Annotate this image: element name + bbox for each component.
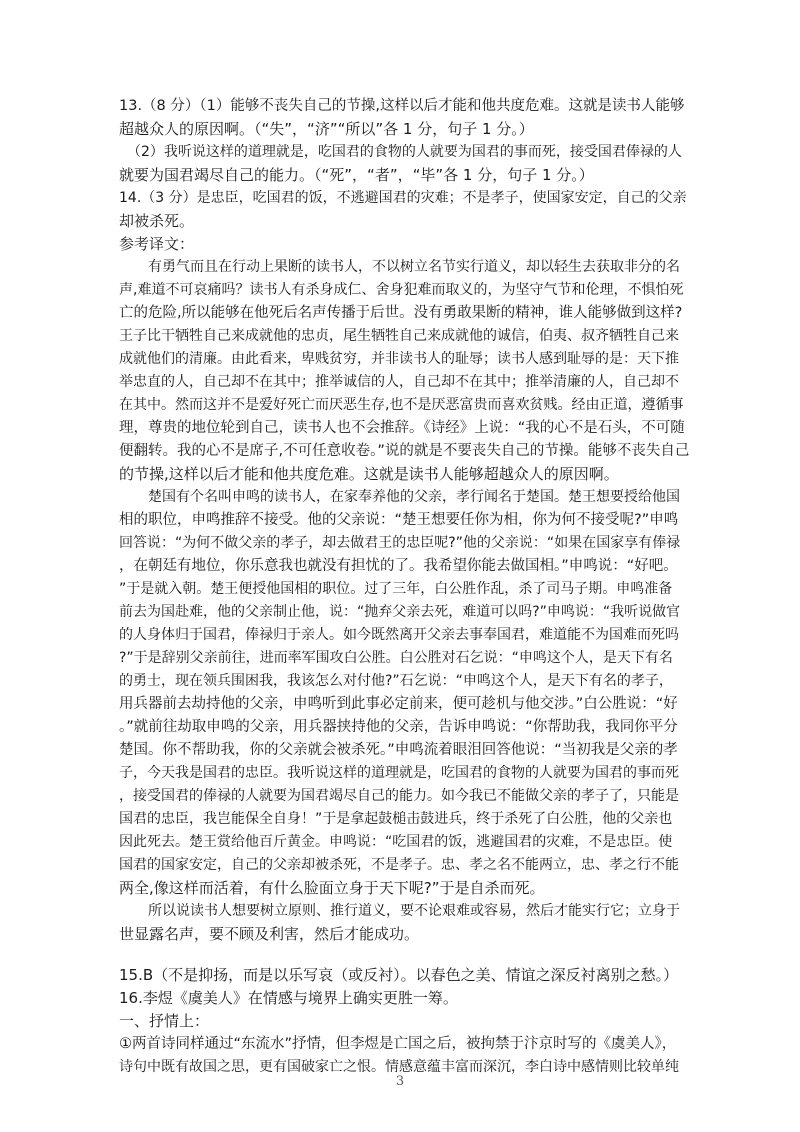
text-line: 楚国有个名叫申鸣的读书人，在家奉养他的父亲，孝行闻名于楚国。楚王想要授给他国: [148, 489, 680, 505]
text-line: 世显露名声，要不顾及利害，然后才能成功。: [119, 925, 420, 943]
text-line: 有勇气而且在行动上果断的读书人，不以树立名节实行道义，却以轻生去获取非分的名: [148, 259, 680, 275]
text-line: ，在朝廷有地位，你乐意我也就没有担忧的了。我希望你能去做国相。”申鸣说：“好吧。: [119, 558, 678, 574]
text-line: 回答说：“为何不做父亲的孝子，却去做君王的忠臣呢?”他的父亲说：“如果在国家享有俸禄: [119, 535, 681, 551]
text-line: 王子比干牺牲自己来成就他的忠贞，尾生牺牲自己来成就他的诚信，伯夷、叔齐牺牲自己来: [119, 328, 679, 344]
text-line: 楚国。你不帮助我，你的父亲就会被杀死。”申鸣流着眼泪回答他说：“当初我是父亲的孝: [119, 742, 678, 758]
text-line: 成就他们的清廉。由此看来，卑贱贫穷，并非读书人的耻辱；读书人感到耻辱的是：天下推: [119, 351, 679, 367]
text-line: 所以说读书人想要树立原则、推行道义，要不论艰难或容易，然后才能实行它；立身于: [148, 903, 680, 919]
text-line: ?”于是辞别父亲前往，进而率军围攻白公胜。白公胜对石乞说：“申鸣这个人，是天下有名: [119, 650, 673, 666]
text-line: 13.（8 分）（1）能够不丧失自己的节操,这样以后才能和他共度危难。这就是读书人能够: [119, 98, 685, 114]
text-line: ”于是就入朝。楚王便授他国相的职位。过了三年，白公胜作乱，杀了司马子期。申鸣准备: [119, 581, 673, 597]
text-line: 相的职位，申鸣推辞不接受。他的父亲说：“楚王想要任你为相，你为何不接受呢?”申鸣: [119, 512, 679, 528]
text-line: 用兵器前去劫持他的父亲，申鸣听到此事必定前来，便可趁机与他交涉。”白公胜说：“好: [119, 696, 678, 712]
text-line: 15.B（不是抑扬，而是以乐写哀（或反衬）。以春色之美、情谊之深反衬离别之愁。）: [119, 966, 679, 984]
text-line: 却被杀死。: [119, 212, 195, 230]
text-line: 的勇士，现在领兵围困我，我该怎么对付他?”石乞说：“申鸣这个人，是天下有名的孝子，: [119, 673, 673, 689]
text-line: 就要为国君竭尽自己的能力。（“死”，“者”，“毕”各 1 分，句子 1 分。）: [119, 166, 594, 184]
text-line: 诗句中既有故国之思，更有国破家亡之恨。情感意蕴丰富而深沉，李白诗中感情则比较单纯: [119, 1059, 679, 1075]
text-line: （2）我听说这样的道理就是，吃国君的食物的人就要为国君的事而死，接受国君俸禄的人: [127, 144, 682, 160]
section-heading: 参考译文：: [119, 235, 195, 253]
text-line: 14.（3 分）是忠臣，吃国君的饭，不逃避国君的灾难；不是孝子，使国家安定，自己的父亲: [119, 190, 687, 206]
text-line: 16.李煜《虞美人》在情感与境界上确实更胜一筹。: [119, 989, 458, 1007]
text-line: 的节操,这样以后才能和他共度危难。这就是读书人能够超越众人的原因啊。: [119, 465, 619, 483]
text-line: ，接受国君的俸禄的人就要为国君竭尽自己的能力。如今我已不能做父亲的孝子了，只能是: [119, 788, 679, 804]
page-number: 3: [395, 1074, 405, 1089]
text-line: 两全,像这样而活着，有什么脸面立身于天下呢?”于是自杀而死。: [119, 879, 545, 897]
text-line: 国君的国家安定，自己的父亲却被杀死，不是孝子。忠、孝之名不能两立，忠、孝之行不能: [119, 857, 679, 873]
text-line: 在其中。然而这并不是爱好死亡而厌恶生存,也不是厌恶富贵而喜欢贫贱。经由正道，遵循事: [119, 397, 684, 413]
text-line: 举忠直的人，自己却不在其中；推举诚信的人，自己却不在其中；推举清廉的人，自己却不: [119, 374, 679, 390]
text-line: 前去为国赴难，他的父亲制止他，说：“抛弃父亲去死，难道可以吗?”申鸣说：“我听说做官: [119, 604, 681, 620]
text-line: 便翻转。我的心不是席子,不可任意收卷。”说的就是不要丧失自己的节操。能够不丧失自己: [119, 443, 690, 459]
text-line: 的人身体归于国君，俸禄归于亲人。如今既然离开父亲去事奉国君，难道能不为国难而死吗: [119, 627, 679, 643]
text-line: 国君的忠臣，我岂能保全自身！”于是拿起鼓槌击鼓进兵，终于杀死了白公胜，他的父亲也: [119, 811, 673, 827]
text-line: 。”就前往劫取申鸣的父亲，用兵器挟持他的父亲，告诉申鸣说：“你帮助我，我同你平分: [119, 719, 678, 735]
text-line: 亡的危险,所以能够在他死后名声传播于后世。没有勇敢果断的精神，谁人能够做到这样?: [119, 305, 683, 321]
text-line: ①两首诗同样通过“东流水”抒情，但李煜是亡国之后，被拘禁于汴京时写的《虞美人》，: [119, 1036, 677, 1052]
text-line: 理，尊贵的地位轮到自己，读书人也不会推辞。《诗经》上说：“我的心不是石头，不可随: [119, 420, 685, 436]
text-line: 因此死去。楚王赏给他百斤黄金。申鸣说：“吃国君的饭，逃避国君的灾难，不是忠臣。使: [119, 834, 673, 850]
text-line: 声,难道不可哀痛吗？读书人有杀身成仁、舍身犯难而取义的，为坚守气节和伦理，不惧怕死: [119, 282, 684, 298]
section-heading: 一、抒情上：: [119, 1012, 210, 1030]
text-line: 子，今天我是国君的忠臣。我听说这样的道理就是，吃国君的食物的人就要为国君的事而死: [119, 765, 679, 781]
text-line: 超越众人的原因啊。（“失”，“济”“所以”各 1 分，句子 1 分。）: [119, 120, 534, 138]
